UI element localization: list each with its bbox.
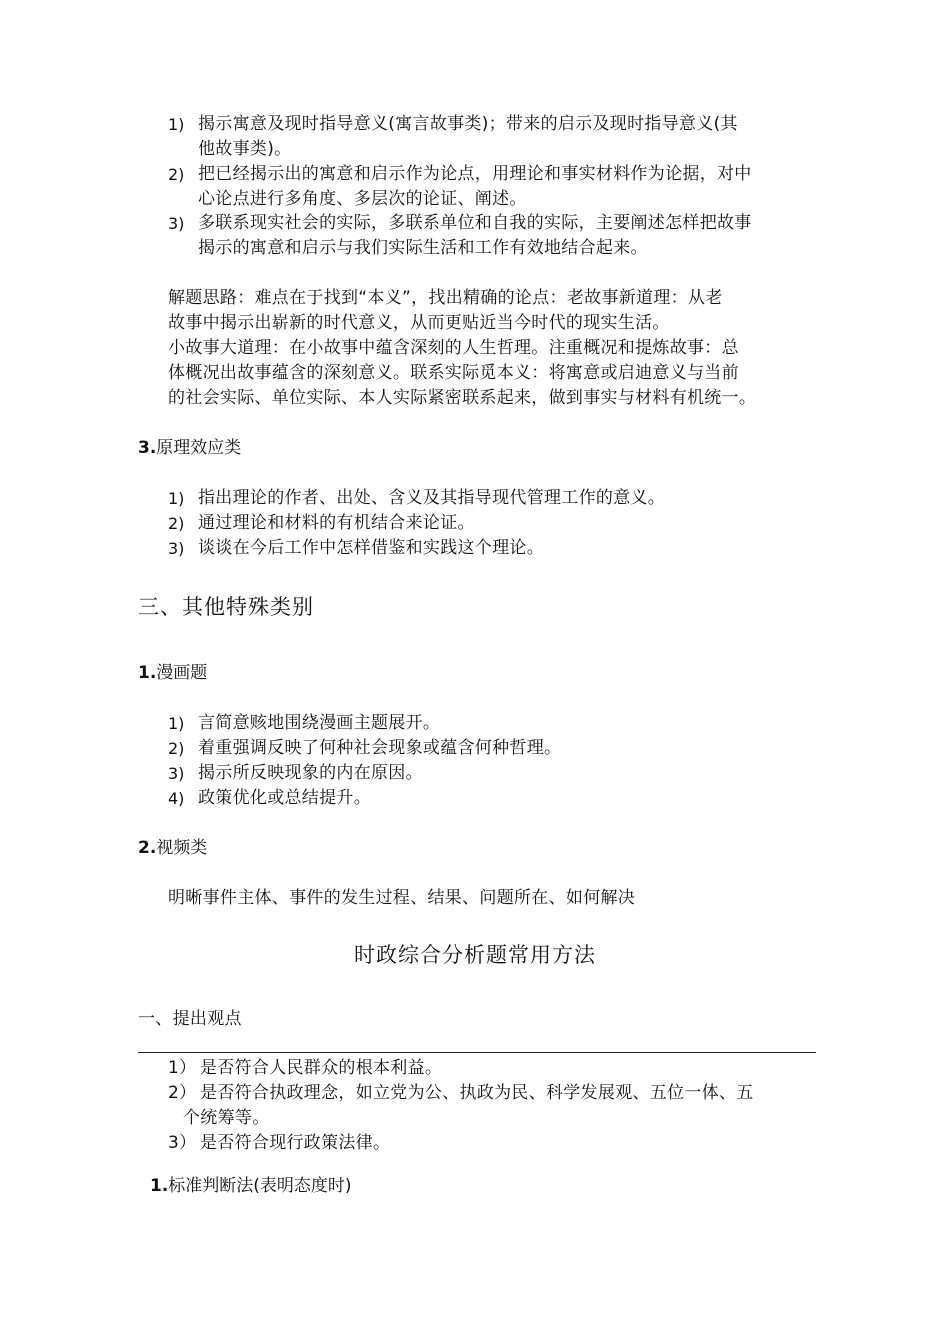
list-item-text: 心论点进行多角度、多层次的论证、阐述。 — [198, 189, 527, 209]
list-item-text: 把已经揭示出的寓意和启示作为论点，用理论和事实材料作为论据，对中 — [198, 164, 752, 184]
list-number: 2） — [168, 1083, 197, 1103]
subheading-text: 原理效应类 — [156, 438, 242, 458]
list-number: 3) — [168, 214, 185, 233]
video-description: 明晰事件主体、事件的发生过程、结果、问题所在、如何解决 — [168, 888, 636, 908]
list-item-text: 他故事类)。 — [198, 139, 292, 159]
subheading — [138, 661, 207, 686]
list-item-text: 揭示寓意及现时指导意义(寓言故事类)；带来的启示及现时指导意义(其 — [198, 114, 738, 134]
list-number: 4) — [168, 789, 185, 808]
paragraph-line: 的社会实际、单位实际、本人实际紧密联系起来，做到事实与材料有机统一。 — [168, 388, 757, 408]
page-title: 时政综合分析题常用方法 — [354, 943, 596, 967]
subheading-text: 漫画题 — [156, 663, 208, 683]
paragraph-line: 解题思路：难点在于找到“本义”，找出精确的论点：老故事新道理：从老 — [168, 288, 723, 308]
subheading — [138, 836, 207, 861]
list-item-text: 谈谈在今后工作中怎样借鉴和实践这个理论。 — [198, 538, 544, 558]
list-number: 2) — [168, 739, 185, 758]
paragraph-line: 体概况出故事蕴含的深刻意义。联系实际觅本义：将寓意或启迪意义与当前 — [168, 363, 739, 383]
list-number: 1) — [168, 714, 185, 733]
list-item-text: 通过理论和材料的有机结合来论证。 — [198, 513, 475, 533]
list-item-text: 个统筹等。 — [183, 1108, 270, 1128]
subheading-text: 标准判断法(表明态度时) — [168, 1176, 352, 1196]
list-number: 1) — [168, 489, 185, 508]
list-number: 3） — [168, 1133, 197, 1153]
list-number: 2) — [168, 165, 185, 184]
list-number: 1） — [168, 1058, 197, 1078]
list-number: 2) — [168, 514, 185, 533]
list-number: 3) — [168, 764, 185, 783]
section-heading: 一、提出观点 — [138, 1009, 242, 1029]
subheading — [150, 1174, 352, 1199]
subheading-number: 3. — [138, 438, 157, 458]
list-number: 1) — [168, 115, 185, 134]
list-item-text: 政策优化或总结提升。 — [198, 788, 371, 808]
subheading — [138, 436, 241, 461]
list-item-text: 言简意赅地围绕漫画主题展开。 — [198, 713, 441, 733]
list-item-text: 指出理论的作者、出处、含义及其指导现代管理工作的意义。 — [198, 488, 666, 508]
list-item-text: 是否符合人民群众的根本利益。 — [200, 1058, 443, 1078]
section-heading: 三、其他特殊类别 — [138, 595, 314, 619]
list-item-text: 揭示所反映现象的内在原因。 — [198, 763, 423, 783]
list-number: 3) — [168, 539, 185, 558]
list-item-text: 多联系现实社会的实际，多联系单位和自我的实际，主要阐述怎样把故事 — [198, 213, 752, 233]
paragraph-line: 故事中揭示出崭新的时代意义，从而更贴近当今时代的现实生活。 — [168, 313, 670, 333]
subheading-text: 视频类 — [156, 838, 208, 858]
list-item-text: 是否符合现行政策法律。 — [200, 1133, 391, 1153]
subheading-number: 1. — [138, 663, 157, 683]
list-item-text: 着重强调反映了何种社会现象或蕴含何种哲理。 — [198, 738, 562, 758]
divider-line — [138, 1052, 816, 1053]
list-item-text: 是否符合执政理念，如立党为公、执政为民、科学发展观、五位一体、五 — [200, 1083, 754, 1103]
subheading-number: 2. — [138, 838, 157, 858]
list-item-text: 揭示的寓意和启示与我们实际生活和工作有效地结合起来。 — [198, 238, 648, 258]
paragraph-line: 小故事大道理：在小故事中蕴含深刻的人生哲理。注重概况和提炼故事：总 — [168, 338, 739, 358]
subheading-number: 1. — [150, 1176, 169, 1196]
